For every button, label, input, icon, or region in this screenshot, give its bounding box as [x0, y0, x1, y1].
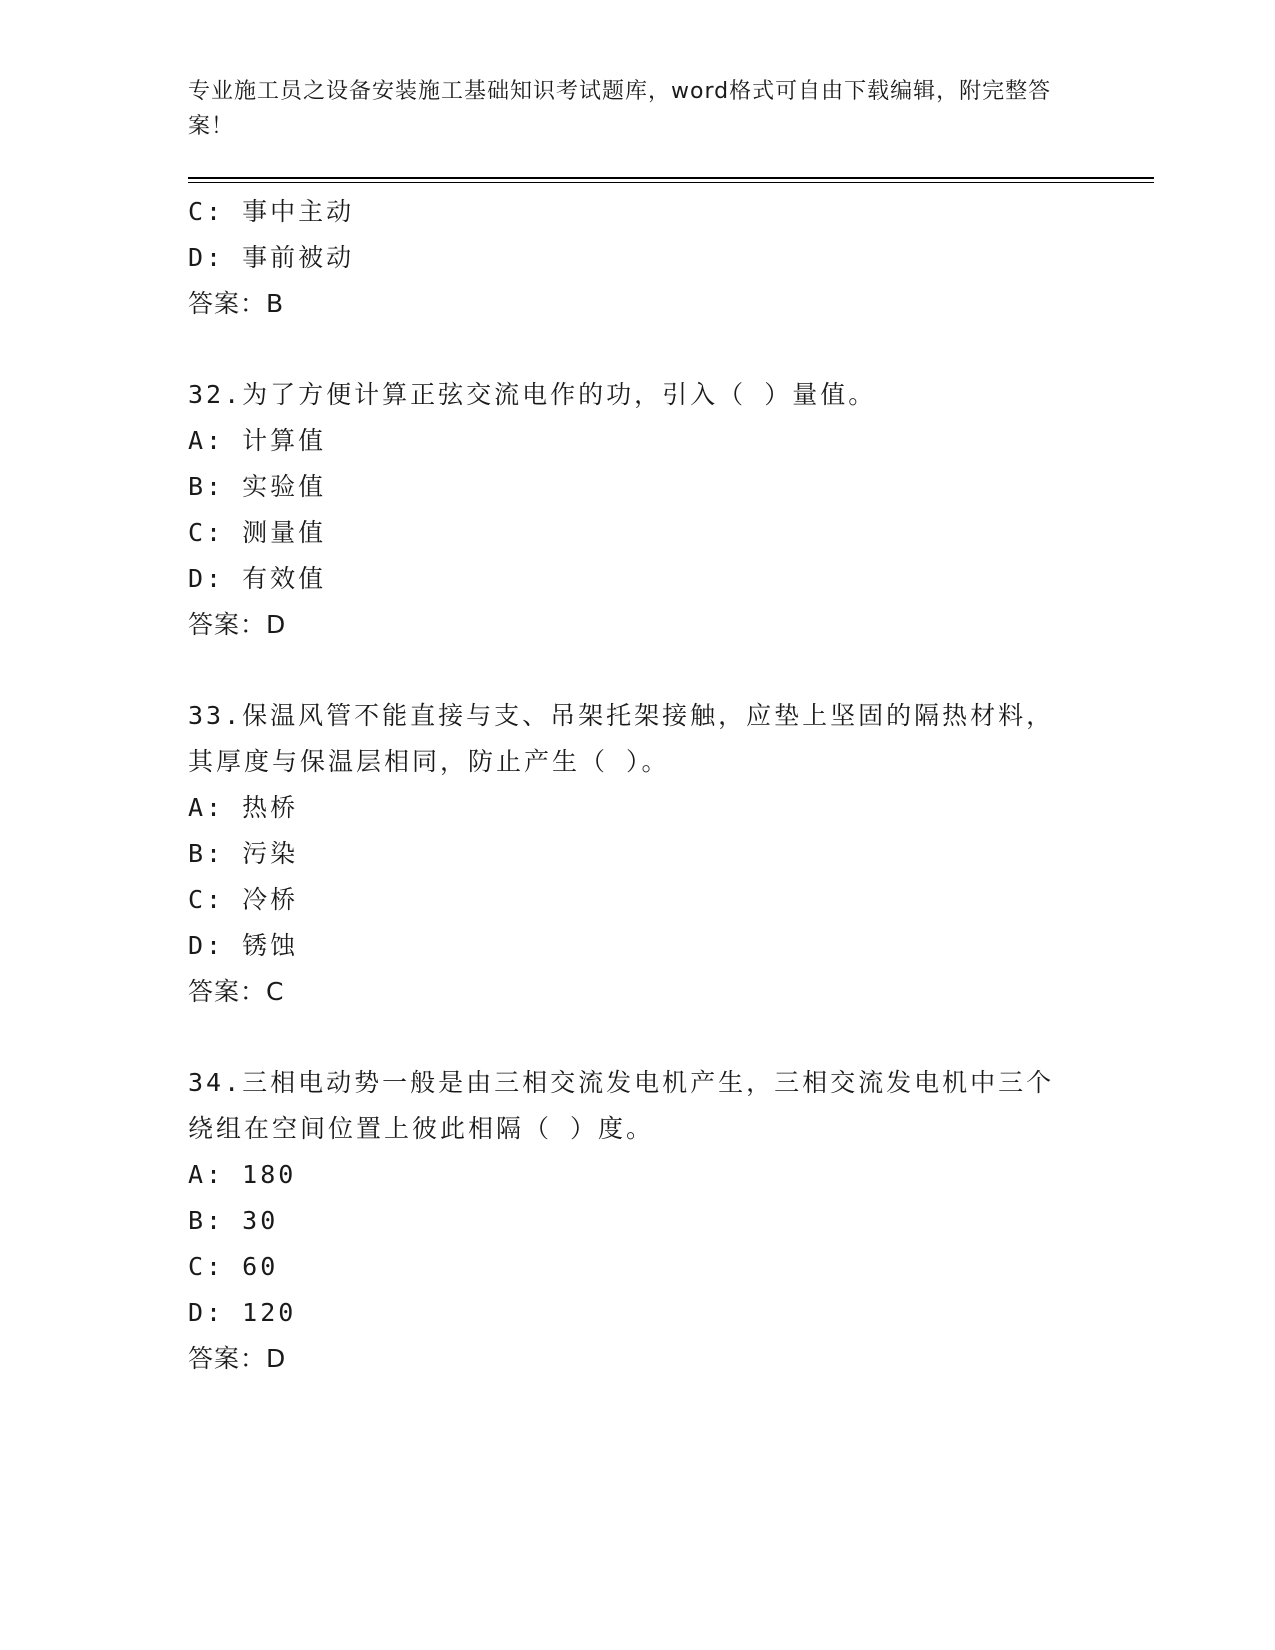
option-letter: B:: [188, 839, 225, 868]
option-item: [188, 510, 1088, 556]
option-letter: C:: [188, 885, 225, 914]
option-text: 事前被动: [242, 243, 355, 272]
question-text: 34.三相电动势一般是由三相交流发电机产生，三相交流发电机中三个绕组在空间位置上彼此相隔（ ）度。: [188, 1068, 1055, 1143]
option-letter: A:: [188, 426, 225, 455]
option-letter: D:: [188, 1298, 225, 1327]
option-text: 热桥: [242, 793, 299, 822]
option-text: 120: [242, 1298, 297, 1327]
option-item: [188, 189, 1088, 235]
option-letter: C:: [188, 1252, 225, 1281]
header-divider-thin: [188, 182, 1154, 183]
question-content: [188, 189, 1088, 1382]
option-item: [188, 418, 1088, 464]
option-item: [188, 923, 1088, 969]
option-item: [188, 556, 1088, 602]
header-divider-thick: [188, 177, 1154, 179]
option-letter: C:: [188, 518, 225, 547]
option-text: 60: [242, 1252, 279, 1281]
option-letter: B:: [188, 1206, 225, 1235]
option-item: [188, 1290, 1088, 1336]
answer-line: 答案：B: [188, 289, 285, 318]
option-item: [188, 235, 1088, 281]
option-text: 污染: [242, 839, 299, 868]
option-text: 测量值: [242, 518, 327, 547]
question-text: 33.保温风管不能直接与支、吊架托架接触，应垫上坚固的隔热材料，其厚度与保温层相同，防止产生（ ）。: [188, 701, 1055, 776]
option-letter: A:: [188, 793, 225, 822]
option-item: [188, 877, 1088, 923]
option-text: 计算值: [242, 426, 327, 455]
option-item: [188, 785, 1088, 831]
option-letter: C:: [188, 197, 225, 226]
answer-line: 答案：C: [188, 977, 285, 1006]
option-letter: A:: [188, 1160, 225, 1189]
option-text: 事中主动: [242, 197, 355, 226]
document-header: 专业施工员之设备安装施工基础知识考试题库，word格式可自由下载编辑，附完整答案！: [188, 79, 1052, 139]
option-text: 180: [242, 1160, 297, 1189]
option-letter: B:: [188, 472, 225, 501]
option-text: 有效值: [242, 564, 327, 593]
option-item: [188, 1198, 1088, 1244]
option-item: [188, 1152, 1088, 1198]
question-text: 32.为了方便计算正弦交流电作的功，引入（ ）量值。: [188, 380, 877, 409]
answer-line: 答案：D: [188, 610, 287, 639]
option-letter: D:: [188, 243, 225, 272]
option-text: 冷桥: [242, 885, 299, 914]
option-text: 锈蚀: [242, 931, 299, 960]
option-letter: D:: [188, 564, 225, 593]
option-letter: D:: [188, 931, 225, 960]
option-text: 实验值: [242, 472, 327, 501]
option-text: 30: [242, 1206, 279, 1235]
option-item: [188, 831, 1088, 877]
option-item: [188, 464, 1088, 510]
answer-line: 答案：D: [188, 1344, 287, 1373]
option-item: [188, 1244, 1088, 1290]
